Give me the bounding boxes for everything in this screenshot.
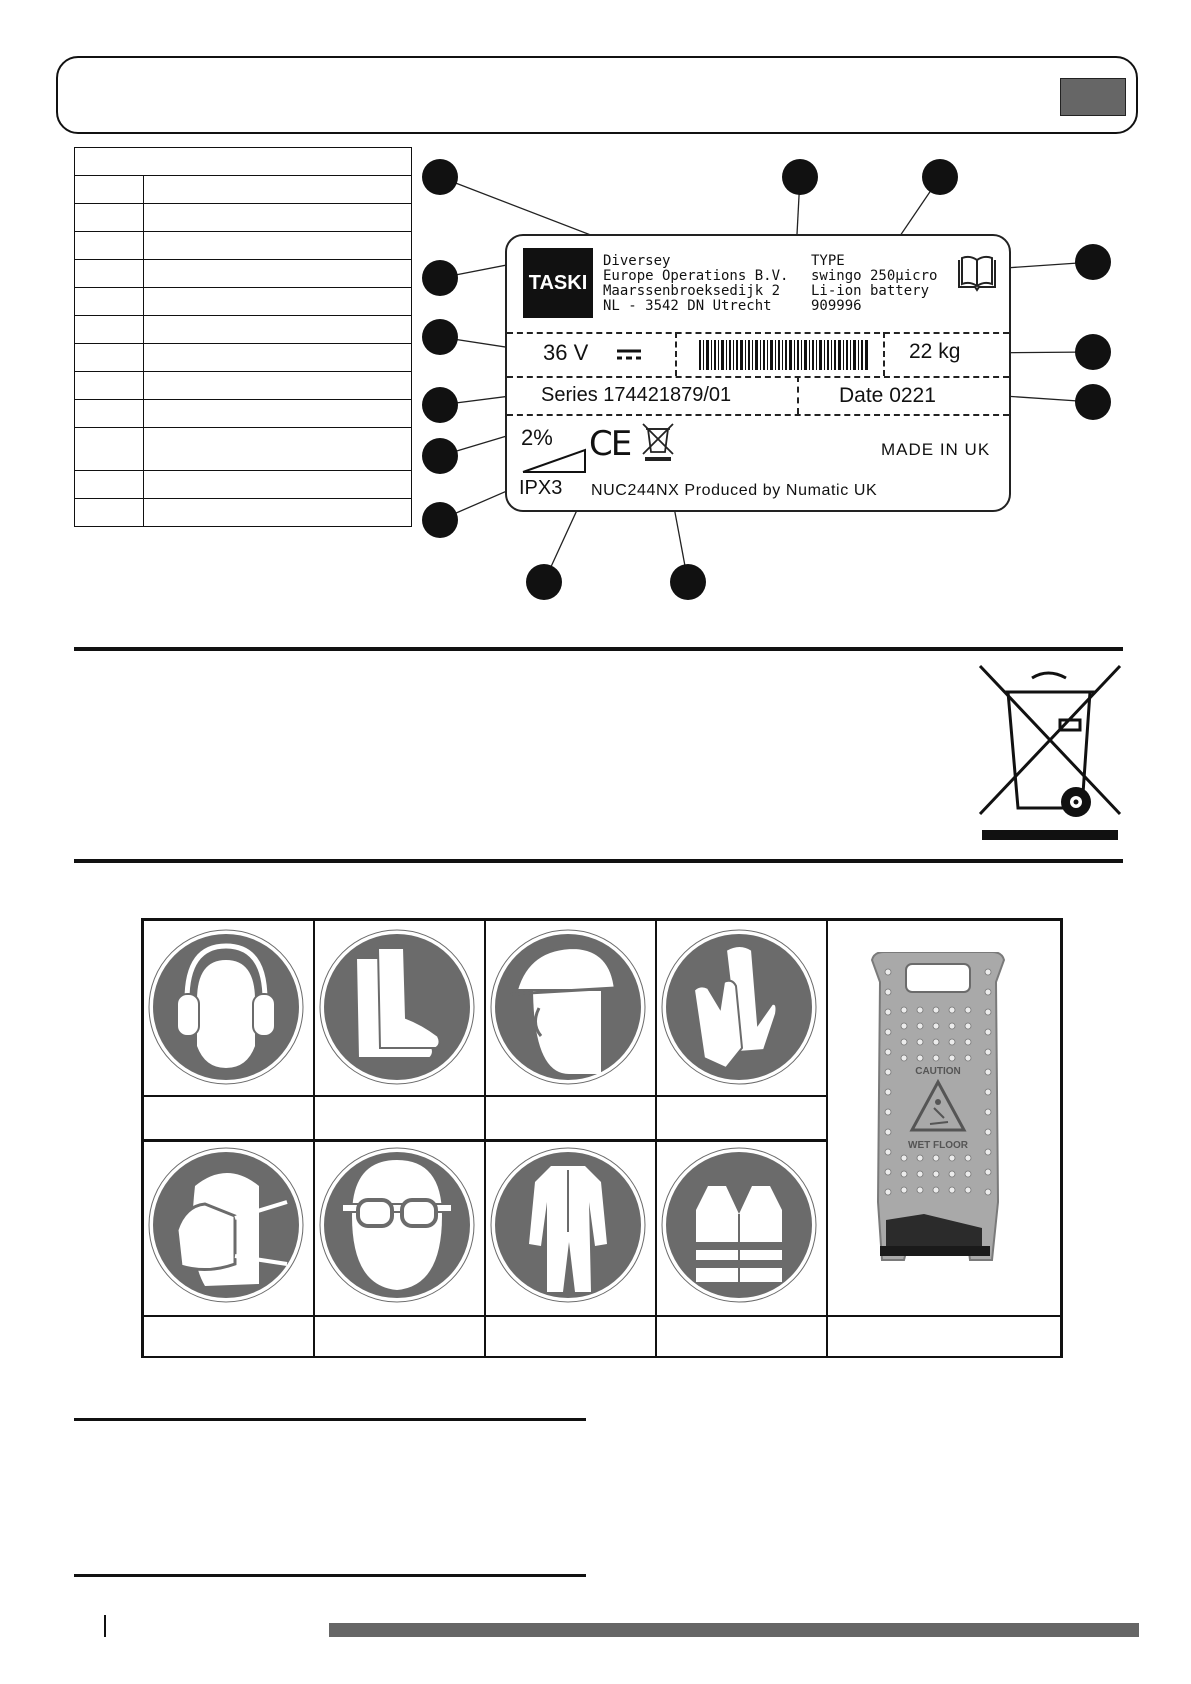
ear-protection-icon <box>147 928 305 1086</box>
voltage-rating: 36 V <box>543 340 589 365</box>
ppe-label-cell <box>827 1316 1061 1358</box>
plate-divider <box>883 332 885 376</box>
dc-current-icon <box>615 348 643 362</box>
wet-floor-text: WET FLOOR <box>908 1140 968 1151</box>
production-date: Date 0221 <box>839 384 936 407</box>
overalls-icon <box>489 1146 647 1304</box>
manufacturer-street: Maarssenbroeksedijk 2 <box>603 283 781 299</box>
plate-divider <box>507 376 1009 378</box>
callout-bubble <box>422 502 458 538</box>
callout-bubble <box>670 564 706 600</box>
safety-goggles-icon <box>318 1146 476 1304</box>
type-model: swingo 250μicro <box>811 268 938 284</box>
gloves-icon <box>660 928 818 1086</box>
callout-bubble <box>1075 244 1111 280</box>
safety-boots-icon <box>318 928 476 1086</box>
hi-vis-vest-icon <box>660 1146 818 1304</box>
type-article-number: 909996 <box>811 298 862 314</box>
callout-bubble <box>1075 334 1111 370</box>
taski-logo: TASKI <box>523 248 593 318</box>
callout-bubble <box>1075 384 1111 420</box>
barcode-graphic <box>697 340 873 370</box>
callout-bubble <box>422 319 458 355</box>
made-in-label: MADE IN UK <box>881 440 991 459</box>
plate-divider <box>507 414 1009 416</box>
ppe-label-cell <box>656 1316 827 1358</box>
callout-bubble <box>422 260 458 296</box>
face-mask-icon <box>147 1146 305 1304</box>
section-rule <box>74 859 1123 863</box>
hard-hat-icon <box>489 928 647 1086</box>
producer-line: NUC244NX Produced by Numatic UK <box>591 482 878 499</box>
manufacturer-company: Europe Operations B.V. <box>603 268 789 284</box>
rating-plate <box>505 234 1011 512</box>
ce-mark: CE <box>589 424 631 464</box>
ppe-label-cell <box>143 1316 314 1358</box>
ppe-label-cell <box>314 1316 485 1358</box>
caution-text: CAUTION <box>915 1066 961 1077</box>
callout-bubble <box>422 387 458 423</box>
ppe-label-cell <box>656 1096 827 1140</box>
section-rule <box>74 647 1123 651</box>
ppe-label-cell <box>314 1096 485 1140</box>
callout-bubble <box>922 159 958 195</box>
footer-bar <box>329 1623 1139 1637</box>
ppe-label-cell <box>143 1096 314 1140</box>
ppe-label-cell <box>485 1316 656 1358</box>
type-battery: Li-ion battery <box>811 283 930 299</box>
manual-book-icon <box>955 254 999 292</box>
manufacturer-city: NL - 3542 DN Utrecht <box>603 298 772 314</box>
gradient-rating: 2% <box>521 425 553 450</box>
series-number: Series 174421879/01 <box>541 384 732 406</box>
callout-bubble <box>422 438 458 474</box>
gradient-slope-icon <box>521 448 587 474</box>
weee-bin-icon <box>641 422 675 462</box>
callout-bubble <box>526 564 562 600</box>
plate-divider <box>797 376 799 414</box>
plate-divider <box>507 332 1009 334</box>
section-rule <box>74 1418 586 1421</box>
manufacturer-name: Diversey <box>603 253 671 269</box>
wet-floor-sign-image <box>864 952 1012 1272</box>
ip-rating: IPX3 <box>519 477 563 499</box>
callout-bubble <box>782 159 818 195</box>
section-rule <box>74 1574 586 1577</box>
weight-rating: 22 kg <box>909 340 961 363</box>
crossed-out-wheelie-bin-icon <box>978 664 1122 842</box>
footer-page-marker <box>104 1615 106 1637</box>
type-heading: TYPE <box>811 253 845 269</box>
plate-divider <box>675 332 677 376</box>
callout-bubble <box>422 159 458 195</box>
ppe-label-cell <box>485 1096 656 1140</box>
